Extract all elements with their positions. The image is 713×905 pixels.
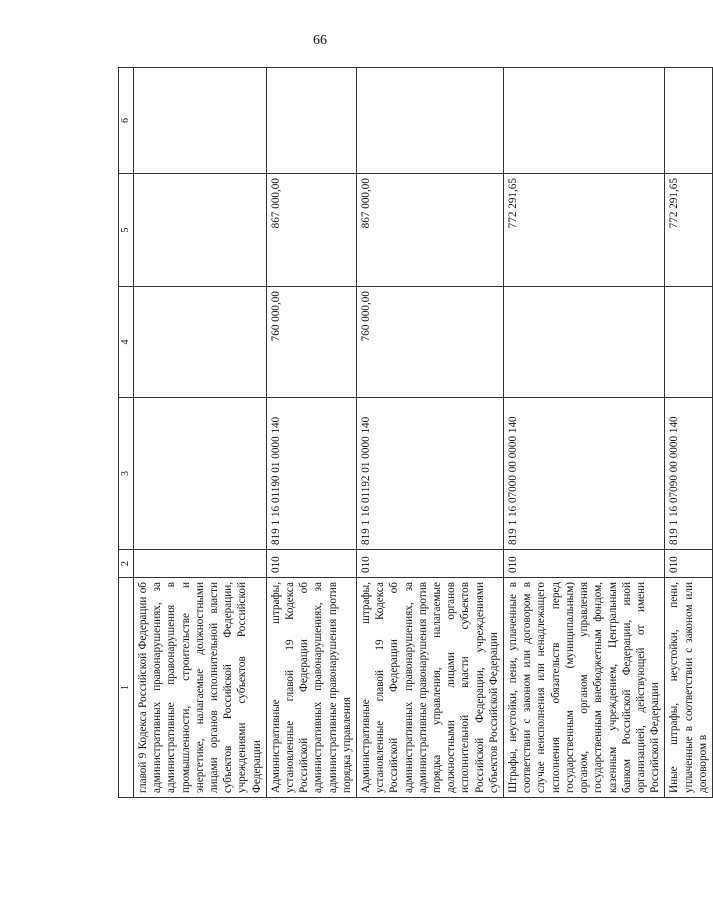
revenue-table	[118, 67, 713, 798]
row-budget-code: 819 1 16 01192 01 0000 140	[357, 398, 504, 550]
row-description: Штрафы, неустойки, пени, уплаченные в соответствии с законом или договором в случае неисполнения или ненадлежащего исполнения обязательств перед государственным (муниципальным) органом, органом управления государственным внебюджетным фондом, казенным учреждением, Центральным банком Российской Федерации, иной организацией, действующей от имени Российской Федерации	[504, 578, 665, 798]
row-value-col4: 760 000,00	[266, 287, 356, 398]
table-header-row	[119, 68, 134, 798]
row-description: Иные штрафы, неустойки, пени, уплаченные в соответствии с законом или договором в	[665, 578, 713, 798]
row-budget-code	[134, 398, 267, 550]
table-row	[266, 68, 356, 798]
row-budget-code: 819 1 16 07000 00 0000 140	[504, 398, 665, 550]
row-admin-code: 010	[504, 550, 665, 578]
table-row	[665, 68, 713, 798]
row-description: главой 9 Кодекса Российской Федерации об административных правонарушениях, за административные правонарушения в промышленности, строительстве и энергетике, налагаемые должностными лицами органов исполнительной власти субъектов Российской Федерации, учреждениями субъектов Российской Федерации	[134, 578, 267, 798]
row-value-col4	[504, 287, 665, 398]
row-value-col6	[665, 68, 713, 174]
row-value-col5: 772 291,65	[504, 174, 665, 287]
row-value-col5: 867 000,00	[266, 174, 356, 287]
header-cell: 3	[119, 398, 134, 550]
row-value-col5	[134, 174, 267, 287]
table-row	[357, 68, 504, 798]
row-value-col5: 867 000,00	[357, 174, 504, 287]
header-cell: 5	[119, 174, 134, 287]
header-cell: 4	[119, 287, 134, 398]
row-budget-code: 819 1 16 01190 01 0000 140	[266, 398, 356, 550]
row-value-col6	[357, 68, 504, 174]
row-value-col4	[134, 287, 267, 398]
row-value-col6	[266, 68, 356, 174]
rotated-table-container	[118, 68, 709, 798]
table-row	[134, 68, 267, 798]
row-value-col6	[504, 68, 665, 174]
row-value-col4	[665, 287, 713, 398]
row-admin-code: 010	[665, 550, 713, 578]
row-description: Административные штрафы, установленные главой 19 Кодекса Российской Федерации об административных правонарушениях, за административные правонарушения против порядка управления, налагаемые должностными лицами органов исполнительной власти субъектов Российской Федерации, учреждениями субъектов Российской Федерации	[357, 578, 504, 798]
row-description: Административные штрафы, установленные главой 19 Кодекса Российской Федерации об административных правонарушениях, за административные правонарушения против порядка управления	[266, 578, 356, 798]
table-row	[504, 68, 665, 798]
row-budget-code: 819 1 16 07090 00 0000 140	[665, 398, 713, 550]
row-value-col6	[134, 68, 267, 174]
row-admin-code: 010	[357, 550, 504, 578]
page-number: 66	[313, 33, 327, 48]
header-cell: 2	[119, 550, 134, 578]
row-admin-code: 010	[266, 550, 356, 578]
header-cell: 6	[119, 68, 134, 174]
row-admin-code	[134, 550, 267, 578]
row-value-col5: 772 291,65	[665, 174, 713, 287]
row-value-col4: 760 000,00	[357, 287, 504, 398]
header-cell: 1	[119, 578, 134, 798]
